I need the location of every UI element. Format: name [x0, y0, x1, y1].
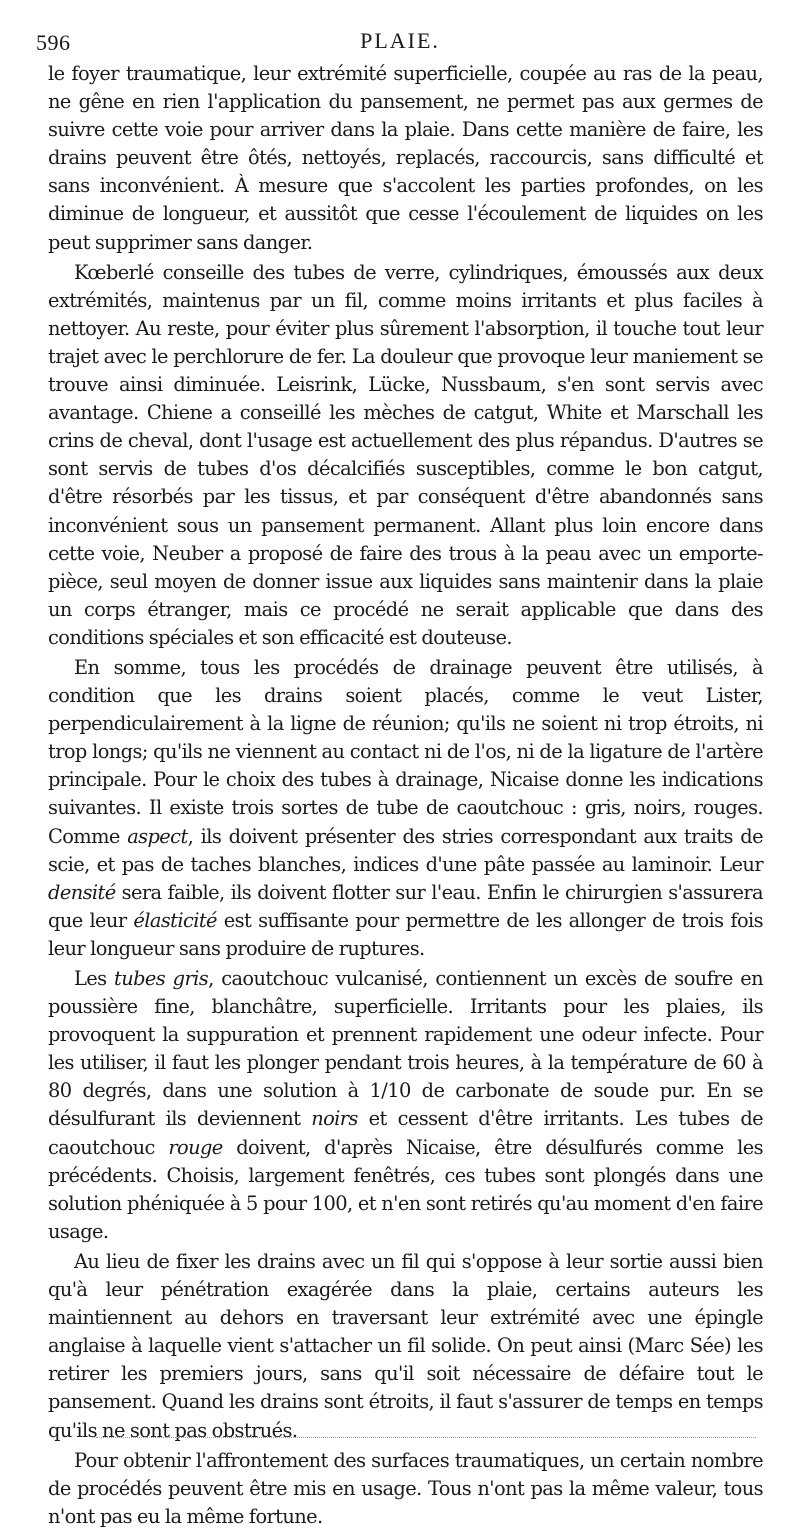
text-run: , ils doivent présenter des stries correspondant aux traits de scie, et pas de taches blanches, indices d'une pâte passée au laminoir. Leur [48, 824, 763, 876]
footer-rule [96, 1437, 756, 1440]
text-run: doivent, d'après Nicaise, être désulfurés comme les précédents. Choisis, largement fenêtrés, ces tubes sont plongés dans une solution phéniquée à 5 pour 100, et n'en sont retirés qu'au moment d'en faire usage. [48, 1135, 763, 1243]
text-run: sera faible, ils doivent flotter sur l'eau. Enfin le chirurgien s'assurera que leur [48, 880, 763, 932]
text-run: est suffisante pour permettre de les allonger de trois fois leur longueur sans produire de ruptures. [48, 908, 763, 960]
paragraph [48, 965, 763, 1246]
running-title: PLAIE. [360, 28, 440, 53]
paragraph [48, 1248, 763, 1445]
text-run: Pour obtenir l'affrontement des surfaces traumatiques, un certain nombre de procédés peuvent être mis en usage. Tous n'ont pas la même valeur, tous n'ont pas eu la même fortune. [48, 1448, 763, 1528]
page-header [36, 28, 764, 58]
italic-term: rouge [168, 1135, 223, 1159]
text-run: Au lieu de fixer les drains avec un fil qui s'oppose à leur sortie aussi bien qu'à leur pénétration exagérée dans la plaie, certains auteurs les maintiennent au dehors en traversant leur extrémité avec une épingle anglaise à laquelle vient s'attacher un fil solide. On peut ainsi (Marc Sée) les retirer les premiers jours, sans qu'il soit nécessaire de défaire tout le pansement. Quand les drains sont étroits, il faut s'assurer de temps en temps qu'ils ne sont pas obstrués. [48, 1249, 763, 1442]
text-run: , caoutchouc vulcanisé, contiennent un excès de soufre en poussière fine, blanchâtre, superficielle. Irritants pour les plaies, ils provoquent la suppuration et prennent rapidement une odeur infecte. Pour les utiliser, il faut les plonger pendant trois heures, à la température de 60 à 80 degrés, dans une solution à 1/10 de carbonate de soude pur. En se désulfurant ils deviennent [48, 967, 763, 1131]
body-text [48, 60, 763, 1531]
italic-term: aspect [127, 824, 188, 848]
italic-term: tubes gris [114, 967, 209, 990]
text-run: En somme, tous les procédés de drainage peuvent être utilisés, à condition que les drains soient placés, comme le veut Lister, perpendiculairement à la ligne de réunion; qu'ils ne soient ni trop étroits, ni trop longs; qu'ils ne viennent au contact ni de l'os, ni de la ligature de l'artère principale. Pour le choix des tubes à drainage, Nicaise donne les indications suivantes. Il existe trois sortes de tube de caoutchouc : gris, noirs, rouges. Comme [48, 655, 763, 848]
paragraph [48, 1447, 763, 1531]
text-run: Les [74, 967, 115, 990]
page-number: 596 [36, 30, 71, 55]
text-run: Kœberlé conseille des tubes de verre, cylindriques, émoussés aux deux extrémités, maintenus par un fil, comme moins irritants et plus faciles à nettoyer. Au reste, pour éviter plus sûrement l'absorption, il touche tout leur trajet avec le perchlorure de fer. La douleur que provoque leur maniement se trouve ainsi diminuée. Leisrink, Lücke, Nussbaum, s'en sont servis avec avantage. Chiene a conseillé les mèches de catgut, White et Marschall les crins de cheval, dont l'usage est actuellement des plus répandus. D'autres se sont servis de tubes d'os décalcifiés susceptibles, comme le bon catgut, d'être résorbés par les tissus, et par conséquent d'être abandonnés sans inconvénient sous un pansement permanent. Allant plus loin encore dans cette voie, Neuber a proposé de faire des trous à la peau avec un emporte-pièce, seul moyen de donner issue aux liquides sans maintenir dans la plaie un corps étranger, mais ce procédé ne serait applicable que dans des conditions spéciales et son efficacité est douteuse. [48, 260, 763, 649]
italic-term: noirs [311, 1107, 358, 1131]
italic-term: densité [48, 880, 116, 904]
text-run: et cessent d'être irritants. Les tubes de caoutchouc [48, 1107, 764, 1159]
paragraph [48, 60, 763, 257]
paragraph [48, 654, 763, 963]
paragraph [48, 259, 763, 652]
italic-term: élasticité [133, 908, 217, 932]
text-run: le foyer traumatique, leur extrémité superficielle, coupée au ras de la peau, ne gêne en rien l'application du pansement, ne permet pas aux germes de suivre cette voie pour arriver dans la plaie. Dans cette manière de faire, les drains peuvent être ôtés, nettoyés, replacés, raccourcis, sans difficulté et sans inconvénient. À mesure que s'accolent les parties profondes, on les diminue de longueur, et aussitôt que cesse l'écoulement de liquides on les peut supprimer sans danger. [48, 62, 763, 254]
